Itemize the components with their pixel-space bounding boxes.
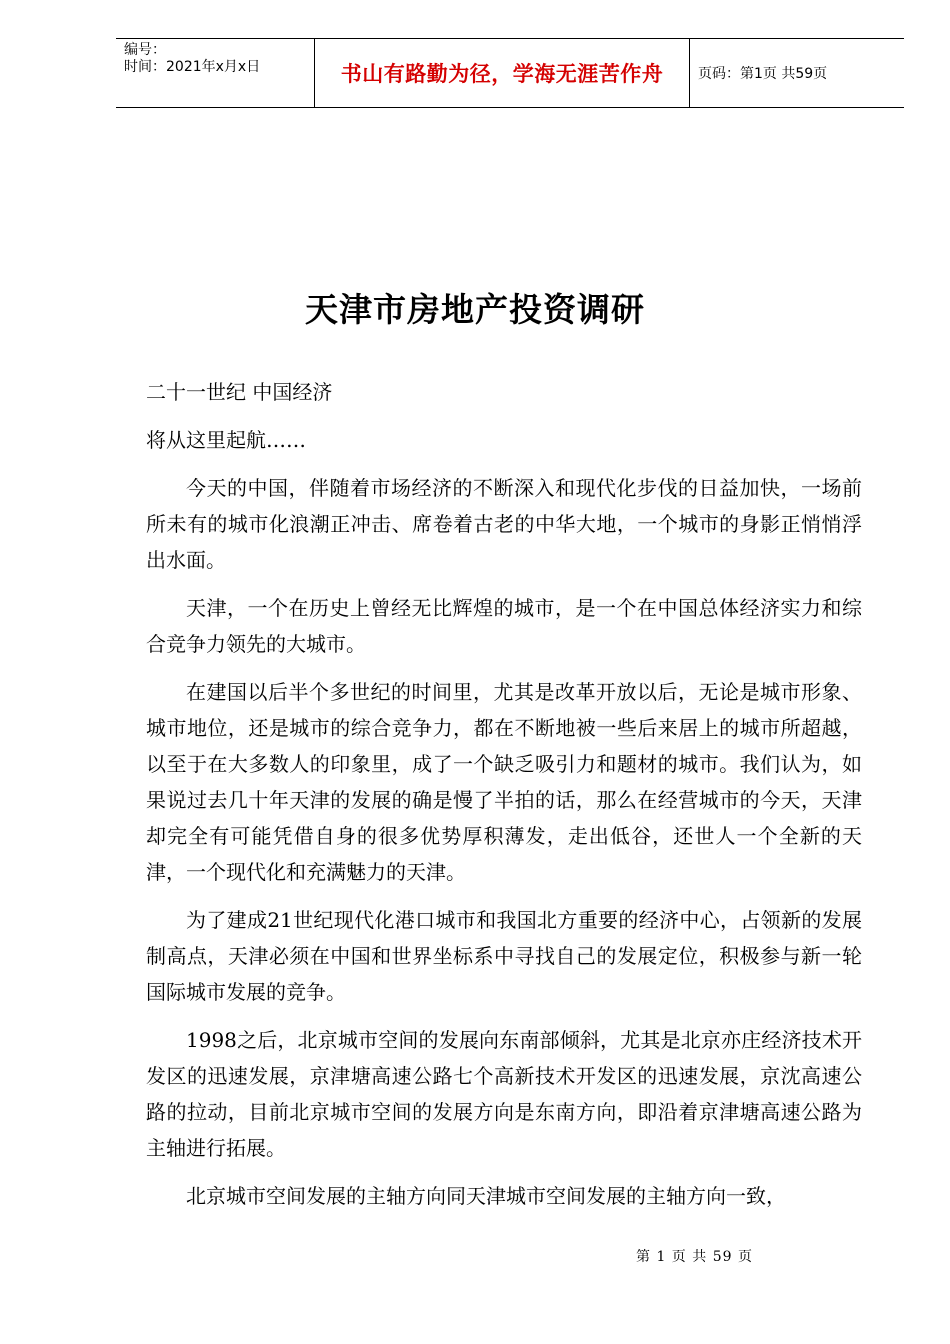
document-title: 天津市房地产投资调研 (305, 290, 645, 329)
body-paragraph: 二十一世纪 中国经济 (146, 380, 333, 404)
body-paragraph: 在建国以后半个多世纪的时间里，尤其是改革开放以后，无论是城市形象、城市地位，还是城市的综合竞争力，都在不断地被一些后来居上的城市所超越，以至于在大多数人的印象里，成了一个缺乏吸引力和题材的城市。我们认为，如果说过去几十年天津的发展的确是慢了半拍的话，那么在经营城市的今天，天津却完全有可能凭借自身的很多优势厚积薄发，走出低谷，还世人一个全新的天津，一个现代化和充满魅力的天津。 (146, 680, 862, 884)
body-paragraph: 北京城市空间发展的主轴方向同天津城市空间发展的主轴方向一致， (186, 1184, 786, 1208)
header-meta (116, 39, 315, 107)
document-time-label: 时间：2021年x月x日 (124, 59, 261, 75)
header-motto: 书山有路勤为径，学海无涯苦作舟 (315, 39, 690, 107)
document-body (146, 374, 862, 1226)
body-paragraph: 将从这里起航…… (146, 428, 306, 452)
body-paragraph: 天津，一个在历史上曾经无比辉煌的城市，是一个在中国总体经济实力和综合竞争力领先的大城市。 (146, 596, 862, 656)
page-header (116, 38, 904, 108)
document-number-label: 编号： (124, 42, 166, 58)
header-page-info: 页码：第1页 共59页 (698, 66, 828, 82)
body-paragraph: 为了建成21世纪现代化港口城市和我国北方重要的经济中心，占领新的发展制高点，天津必须在中国和世界坐标系中寻找自己的发展定位，积极参与新一轮国际城市发展的竞争。 (146, 908, 862, 1004)
page-footer: 第 1 页 共 59 页 (636, 1249, 753, 1265)
body-paragraph: 今天的中国，伴随着市场经济的不断深入和现代化步伐的日益加快，一场前所未有的城市化浪潮正冲击、席卷着古老的中华大地，一个城市的身影正悄悄浮出水面。 (146, 476, 862, 572)
body-paragraph: 1998之后，北京城市空间的发展向东南部倾斜，尤其是北京亦庄经济技术开发区的迅速发展，京津塘高速公路七个高新技术开发区的迅速发展，京沈高速公路的拉动，目前北京城市空间的发展方向是东南方向，即沿着京津塘高速公路为主轴进行拓展。 (146, 1028, 862, 1160)
